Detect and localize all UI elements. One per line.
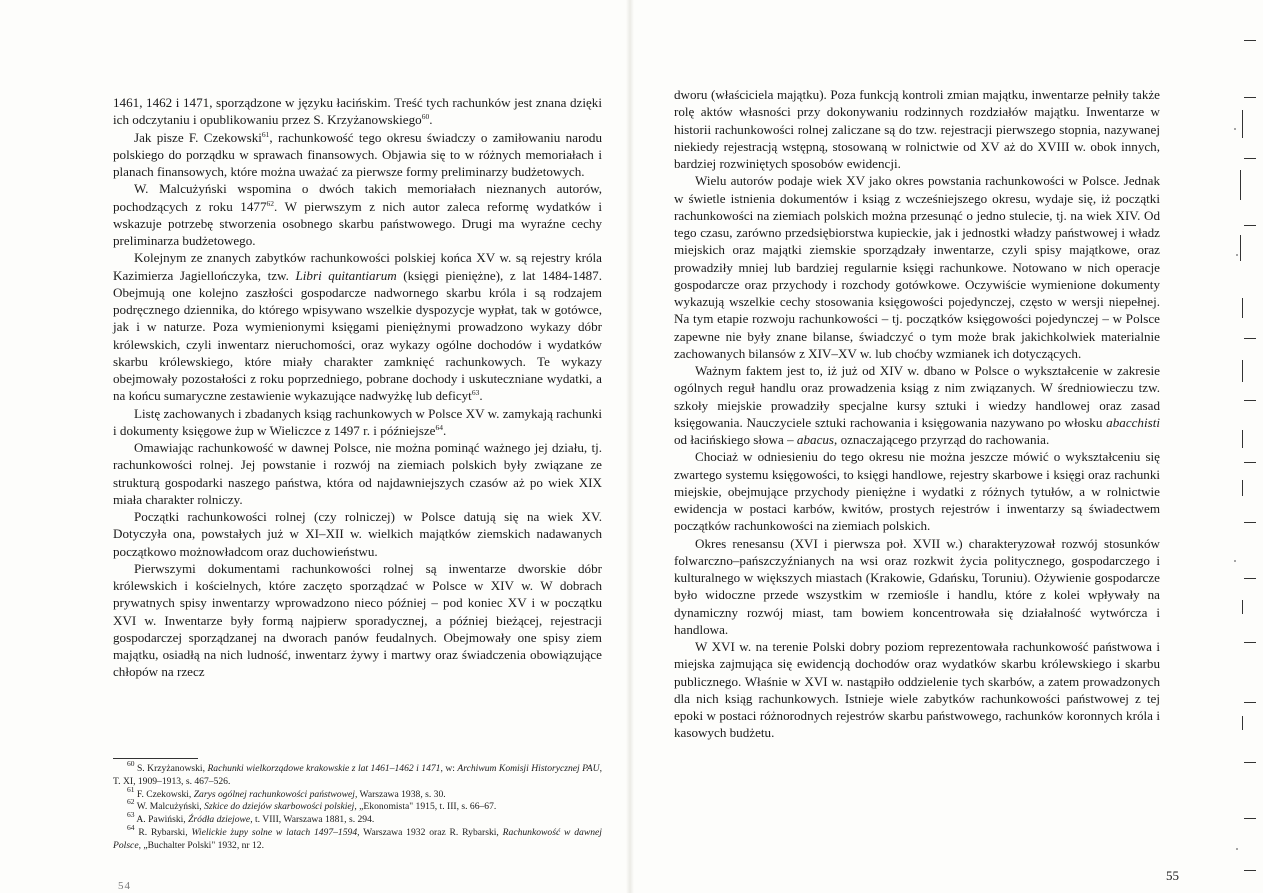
footnote	[113, 797, 602, 814]
italic-text: Zarys ogólnej rachunkowości państwowej	[193, 788, 355, 800]
italic-text: abacchisti	[1106, 414, 1160, 430]
scan-speck	[1234, 560, 1236, 562]
text-run: F. Czekowski,	[136, 788, 194, 800]
text-run: Pierwszymi dokumentami rachunkowości rolnej są inwentarze dworskie dóbr królewskich i kościelnych, które zaczęto sporządzać w Polsce w XIV w. W dobrach prywatnych spisy inwentarzy wprowadzono nieco później – pod koniec XV i w początku XVI w. Inwentarze były formą najpierw sporadycznej, a później bieżącej, rejestracji gospodarczej sporządzanej na dworach panów feudalnych. Obejmowały one spisy ziem majątku, osiadłą na nich ludność, inwentarz żywy i martwy oraz świadczenia obowiązujące chłopów na rzecz	[113, 560, 602, 680]
text-run: S. Krzyżanowski,	[136, 763, 208, 774]
paragraph	[674, 172, 1160, 362]
margin-dash	[1244, 642, 1256, 643]
paragraph	[674, 86, 1160, 172]
footnote-ref: 63	[471, 388, 480, 398]
footnote-number: 64	[127, 822, 135, 832]
text-run: , „Buchalter Polski" 1932, nr 12.	[138, 839, 264, 851]
scan-speck	[1236, 254, 1238, 256]
margin-dash	[1244, 225, 1256, 226]
text-run: R. Rybarski,	[138, 826, 192, 838]
paragraph	[113, 129, 602, 181]
scan-speck	[1236, 848, 1238, 850]
text-run: , oznaczającego przyrząd do rachowania.	[834, 432, 1050, 447]
left-page-body	[113, 94, 602, 681]
footnote-number: 61	[127, 784, 135, 794]
paragraph	[113, 405, 602, 440]
text-run: , „Ekonomista" 1915, t. III, s. 66–67.	[354, 801, 497, 813]
scan-margin-marks	[1230, 0, 1263, 893]
margin-bracket	[1242, 430, 1243, 448]
text-run: Omawiając rachunkowość w dawnej Polsce, nie można pominąć ważnego jej działu, tj. rachunkowości rolnej. Jej powstanie i rozwój na ziemiach polskich były związane ze strukturą gospodarki naszego państwa, która od najdawniejszych czasów aż po wiek XIX miała charakter rolniczy.	[113, 440, 602, 507]
footnote-ref: 60	[421, 112, 430, 122]
italic-text: Rachunkowość w dawnej Polsce	[113, 826, 602, 851]
margin-dash	[1244, 818, 1256, 819]
left-page	[0, 0, 630, 893]
footnote-ref: 61	[261, 129, 270, 139]
italic-text: Libri quitantiarum	[295, 267, 397, 283]
paragraph	[113, 508, 602, 560]
margin-dash	[1244, 97, 1256, 98]
right-page-number: 55	[1166, 868, 1179, 883]
text-run: Jak pisze F. Czekowski	[134, 129, 262, 145]
margin-dash	[1244, 400, 1256, 401]
text-run: W. Malcużyński wspomina o dwóch takich memoriałach nieznanych autorów, pochodzących z roku 1477	[113, 181, 602, 214]
scan-speck	[1234, 128, 1236, 130]
footnote	[113, 759, 602, 789]
paragraph	[113, 94, 602, 129]
text-run: .	[442, 422, 447, 438]
left-page-number: 54	[118, 880, 131, 892]
footnote-number: 62	[127, 797, 135, 807]
italic-text: Rachunki wielkorządowe krakowskie z lat 1461–1462 i 1471	[207, 763, 441, 774]
margin-bracket	[1240, 170, 1241, 200]
text-run: .	[479, 388, 483, 404]
text-run: Chociaż w odniesieniu do tego okresu nie można jeszcze mówić o wykształceniu się zwartego systemu księgowości, to księgi handlowe, rejestry skarbowe i księgi oraz rachunki miejskie, obejmujące przychody pieniężne i wydatki z różnych tytułów, a w rolnictwie ewidencja w postaci karbów, kwitów, prostych rejestrów i inwentarzy są świadectwem początków rachunkowości na ziemiach polskich.	[674, 449, 1160, 534]
text-run: Początki rachunkowości rolnej (czy rolniczej) w Polsce datują się na wiek XV. Dotyczyła ona, powstałych już w XI–XII w. wielkich majątków ziemskich nadawanych początkowo możnowładcom oraz duchowieństwu.	[113, 509, 602, 559]
text-run: od łacińskiego słowa –	[674, 432, 797, 447]
footnote	[113, 822, 602, 853]
margin-dash	[1244, 702, 1256, 703]
paragraph	[113, 180, 602, 249]
text-run: , Warszawa 1932 oraz R. Rybarski,	[357, 826, 503, 838]
italic-text: Wielickie żupy solne w latach 1497–1594	[191, 826, 358, 838]
footnote-divider	[113, 758, 198, 759]
text-run: W. Malcużyński,	[136, 801, 205, 813]
footnote-number: 60	[127, 759, 135, 768]
italic-text: abacus	[796, 432, 835, 447]
margin-bracket	[1240, 235, 1241, 261]
text-run: , w:	[440, 763, 458, 774]
paragraph	[674, 638, 1160, 742]
footnotes	[113, 759, 602, 853]
text-run: dworu (właściciela majątku). Poza funkcją kontroli zmian majątku, inwentarze pełniły także rolę aktów własności przy dokonywaniu rodzinnych rozdziałów majątku. Inwentarze w historii rachunkowości rolnej zaliczane są do tzw. rejestracji pierwszego stopnia, nazywanej niekiedy rejestracją wstępną, stosowaną w rolnictwie od XV aż do XVIII w. obok innych, bardziej rozwiniętych sposobów ewidencji.	[674, 87, 1160, 171]
italic-text: Archiwum Komisji Historycznej PAU	[457, 763, 600, 774]
text-run: .	[429, 112, 433, 128]
margin-bracket	[1242, 110, 1243, 138]
right-page-body	[674, 86, 1160, 742]
footnote-number: 63	[127, 810, 135, 820]
margin-bracket	[1242, 716, 1243, 730]
right-page	[630, 0, 1263, 893]
paragraph	[674, 535, 1160, 639]
margin-dash	[1244, 40, 1256, 41]
margin-bracket	[1242, 480, 1243, 496]
text-run: Ważnym faktem jest to, iż już od XIV w. dbano w Polsce o wykształcenie w zakresie ogólnych reguł handlu oraz prowadzenia ksiąg z nim związanych. W średniowieczu tzw. szkoły miejskie prowadziły specjalne kursy sztuki i wiedzy handlowej oraz zasad księgowania. Nauczyciele sztuki rachowania i księgowania nazywano po włosku	[674, 363, 1160, 430]
footnote	[113, 784, 602, 802]
text-run: , t. VIII, Warszawa 1881, s. 294.	[250, 814, 375, 826]
text-run: 1461, 1462 i 1471, sporządzone w języku łacińskim. Treść tych rachunków jest znana dzięki ich odczytaniu i opublikowaniu przez S. Krzyżanowskiego	[113, 95, 602, 128]
footnote	[113, 810, 602, 827]
text-run: . W pierwszym z nich autor zaleca reformę wydatków i wskazuje potrzebę stworzenia osobnego skarbu państwowego. Drugi ma wyraźne cechy preliminarza budżetowego.	[113, 198, 602, 248]
italic-text: Szkice do dziejów skarbowości polskiej	[204, 801, 355, 813]
footnote-ref: 64	[435, 422, 443, 432]
text-run: Wielu autorów podaje wiek XV jako okres powstania rachunkowości w Polsce. Jednak w świetle istnienia dokumentów i ksiąg z wcześniejszego okresu, wydaje się, iż początki rachunkowości na ziemiach polskich można przesunąć o jedno stulecie, tj. na wiek XIV. Od tego czasu, zarówno przedsiębiorstwa kupieckie, jak i jednostki władzy państwowej i władz miejskich oraz majątki ziemskie sporządzały inwentarze, czyli spisy majątkowe, oraz prowadziły mniej lub bardziej regularnie księgi rachunkowe. Notowano w nich operacje gospodarcze oraz przychody i rozchody gotówkowe. Oczywiście wymienione dokumenty wykazują wszelkie cechy stosowania księgowości pojedynczej, często w wersji niepełnej. Na tym etapie rozwoju rachunkowości – tj. początków księgowości pojedynczej – w Polsce zapewne nie były znane bilanse, świadczyć o tym może brak jakichkolwiek materialnie zachowanych bilansów z XIV–XV w. lub choćby wzmianek ich dotyczących.	[674, 173, 1160, 361]
margin-bracket	[1242, 600, 1243, 614]
margin-dash	[1244, 870, 1256, 871]
text-run: Okres renesansu (XVI i pierwsza poł. XVII w.) charakteryzował rozwój stosunków folwarczno–pańszczyźnianych na wsi oraz rozkwit życia politycznego, gospodarczego i kulturalnego w większych miastach (Krakowie, Gdańsku, Toruniu). Ożywienie gospodarcze było widoczne przede wszystkim w rzemiośle i handlu, które z kolei wpływały na dynamiczny rozwój miast, tam bowiem koncentrowała się działalność wytwórcza i handlowa.	[674, 535, 1160, 637]
text-run: , rachunkowość tego okresu świadczy o zamiłowaniu narodu polskiego do porządku w sprawach finansowych. Objawia się to w różnych memoriałach i planach finansowych, które można uważać za pierwsze formy preliminarzy budżetowych.	[113, 129, 602, 179]
margin-dash	[1244, 462, 1256, 463]
margin-dash	[1244, 522, 1256, 523]
text-run: (księgi pieniężne), z lat 1484-1487. Obejmują one kolejno zaszłości gospodarcze nadwornego skarbu króla i są rodzajem podręcznego dziennika, do którego wpisywano wszelkie dyspozycje wypłat, tak w gotówce, jak i w naturze. Poza wymienionymi księgami pieniężnymi prowadzono wykazy dóbr królewskich, czyli inwentarz nieruchomości, oraz wykazy ogólne dochodów i wydatków skarbu królewskiego, które miały charakter zamknięć rachunkowych. Te wykazy obejmowały pozostałości z roku poprzedniego, pobrane dochody i uskuteczniane wydatki, a na końcu sumaryczne zestawienie wykazujące nadwyżkę lub deficyt	[113, 267, 603, 404]
text-run: Listę zachowanych i zbadanych ksiąg rachunkowych w Polsce XV w. zamykają rachunki i dokumenty księgowe żup w Wieliczce z 1497 r. i późniejsze	[113, 405, 602, 438]
margin-dash	[1244, 762, 1256, 763]
text-run: A. Pawiński,	[136, 814, 189, 826]
italic-text: Źródła dziejowe	[188, 814, 251, 826]
footnote-ref: 62	[266, 198, 274, 208]
text-run: , Warszawa 1938, s. 30.	[354, 788, 446, 800]
paragraph	[113, 439, 602, 508]
text-run: W XVI w. na terenie Polski dobry poziom reprezentowała rachunkowość państwowa i miejska zajmująca się ewidencją dochodów oraz wydatków skarbu królewskiego i skarbu publicznego. Właśnie w XVI w. nastąpiło oddzielenie tych skarbów, a zatem prowadzonych dla nich ksiąg rachunkowych. Istnieje wiele zabytków rachunkowości państwowej z tej epoki w postaci różnorodnych rejestrów skarbu państwowego, rachunków koronnych króla i kasowych budżetu.	[674, 639, 1160, 741]
margin-dash	[1244, 338, 1256, 339]
paragraph	[674, 448, 1160, 534]
margin-dash	[1244, 158, 1256, 159]
paragraph	[674, 362, 1160, 448]
paragraph	[113, 560, 602, 681]
text-run: , T. XI, 1909–1913, s. 467–526.	[113, 763, 602, 787]
margin-bracket	[1242, 360, 1243, 382]
margin-dash	[1244, 578, 1256, 579]
paragraph	[113, 249, 602, 404]
text-run: Kolejnym ze znanych zabytków rachunkowości polskiej końca XV w. są rejestry króla Kazimierza Jagiellończyka, tzw.	[113, 250, 602, 283]
margin-bracket	[1242, 298, 1243, 318]
